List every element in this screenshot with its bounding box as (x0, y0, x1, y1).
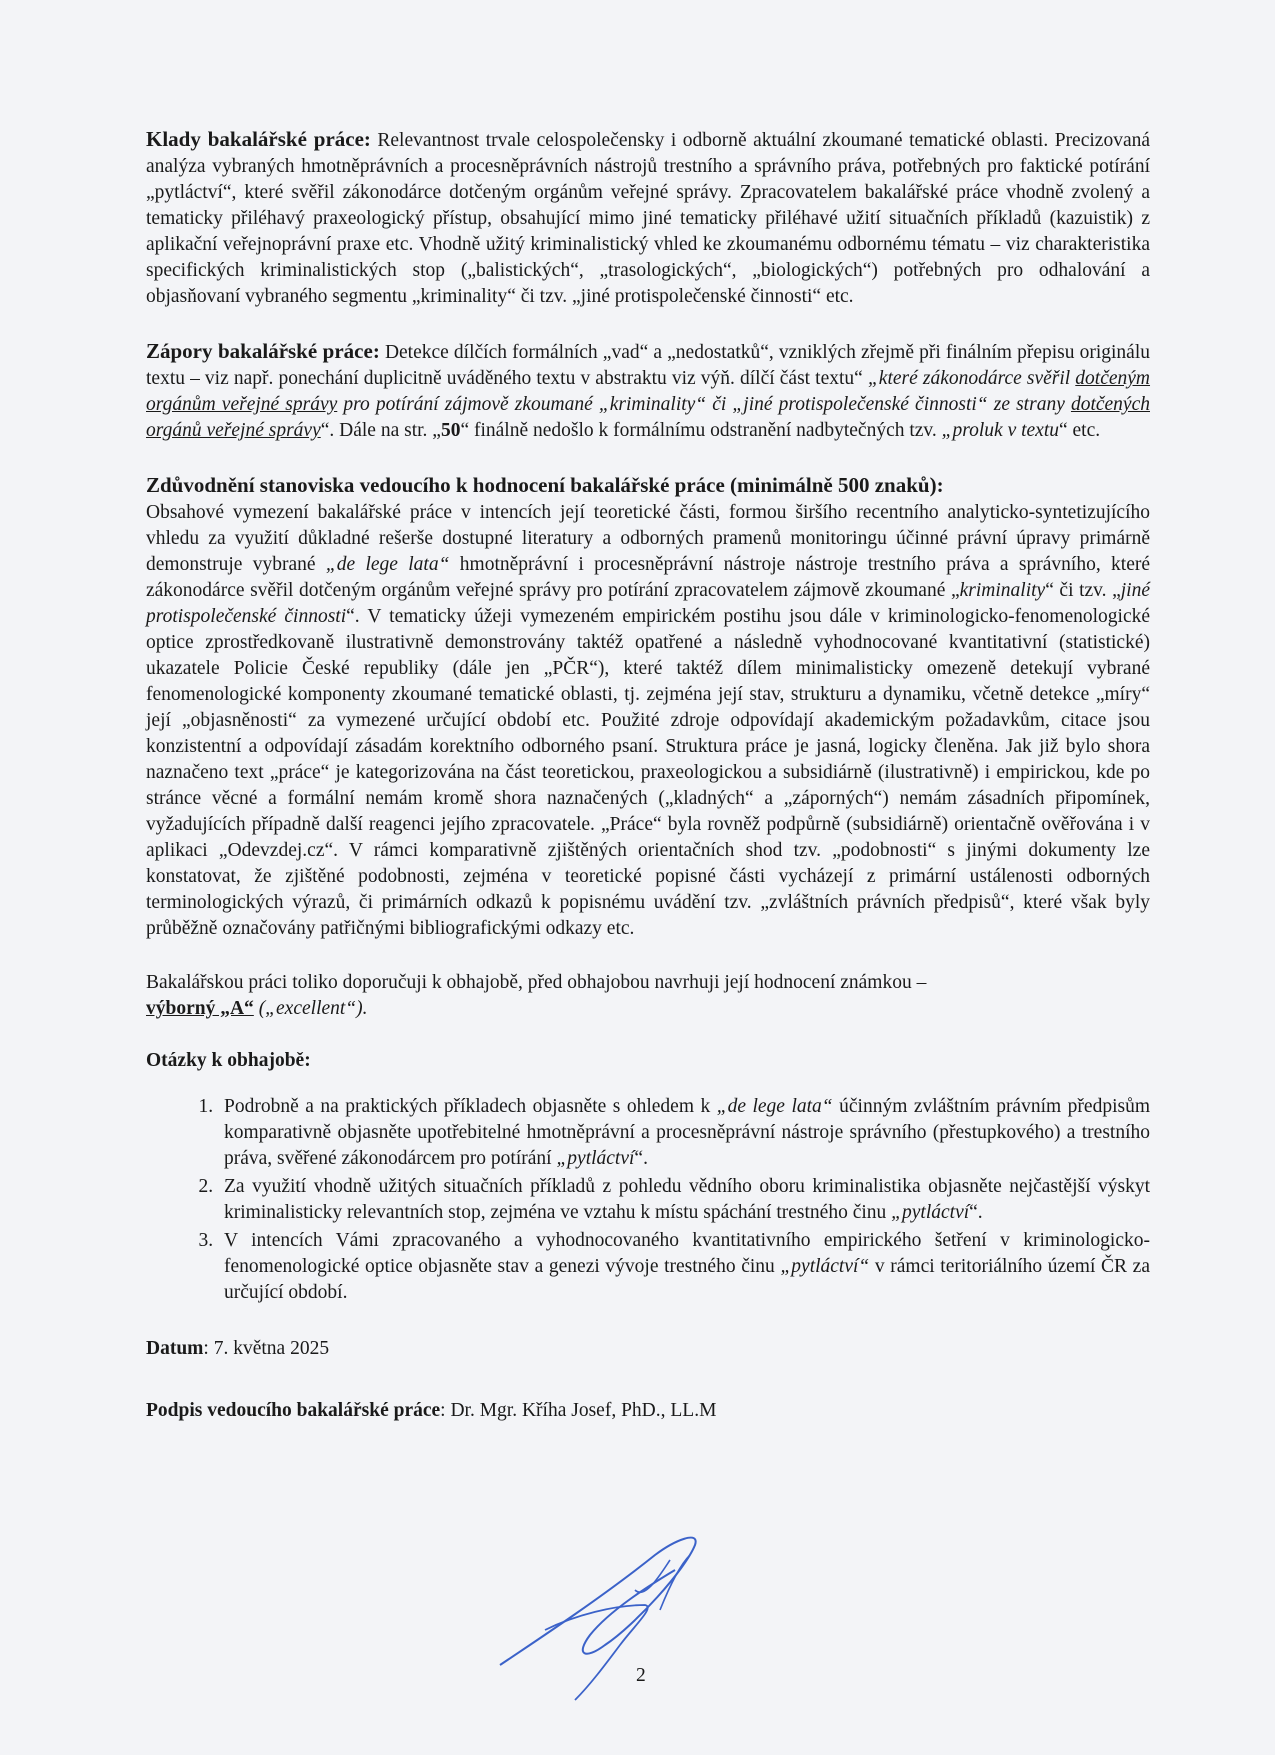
question-item-3 (218, 1228, 1150, 1306)
cons-text-1: Detekce dílčích formálních „vad“ a „nedostatků“, vzniklých zřejmě při finálním přepisu originálu textu – viz např. ponechání duplicitně uváděného textu v abstraktu viz výň. dílčí část textu“ (146, 342, 1150, 389)
page-number: 2 (636, 1665, 646, 1686)
justification-section (146, 472, 1150, 942)
pros-heading: Klady bakalářské práce: (146, 127, 371, 151)
signature-name: : Dr. Mgr. Kříha Josef, PhD., LL.M (440, 1400, 717, 1421)
grade: výborný „A“ (146, 998, 254, 1019)
questions-heading: Otázky k obhajobě: (146, 1050, 311, 1071)
justification-ital-1: „de lege lata“ (325, 554, 450, 575)
justification-ital-3: jiné protispolečenské činnosti (146, 580, 1150, 627)
handwritten-signature (485, 1515, 745, 1715)
date-value: : 7. května 2025 (203, 1338, 330, 1359)
cons-quote-underlined-1: dotčeným orgánům veřejné správy (146, 368, 1151, 415)
cons-text-2: “. Dále na str. „ (320, 420, 441, 441)
cons-quote-3: „proluk v textu (941, 420, 1059, 441)
date-label: Datum (146, 1338, 204, 1359)
recommendation (146, 970, 1150, 1022)
cons-quote-2: pro potírání zájmově zkoumané „kriminality“ či „jiné protispolečenské činnosti“ ze strany (337, 394, 1071, 415)
question-3-text-b: v rámci teritoriálního území ČR za určující období. (224, 1256, 1150, 1303)
recommendation-text: Bakalářskou práci toliko doporučuji k obhajobě, před obhajobou navrhuji její hodnocení známkou – (146, 972, 927, 993)
question-1-text-b: účinným zvláštním právním předpisům komparativně objasněte upotřebitelné hmotněprávní a procesněprávní nástroje správního (přestupkového) a trestního práva, svěřené zákonodárcem pro potírání (224, 1096, 1150, 1169)
justification-heading: Zdůvodnění stanoviska vedoucího k hodnocení bakalářské práce (minimálně 500 znaků): (146, 473, 944, 497)
justification-text-4: “. V tematicky úžeji vymezeném empirickém postihu jsou dále v kriminologicko-fenomenologické optice zprostředkovaně ilustrativně demonstrovány taktéž opatřené a následně vyhodnocované kvantitativní (statistické) ukazatele Policie České republiky (dále jen „PČR“), které taktéž dílem minimalisticky omezeně detekují vybrané fenomenologické komponenty zkoumané tematické oblasti, tj. zejména její stav, strukturu a dynamiku, včetně detekce „míry“ její „objasněnosti“ za vymezené určující období etc. Použité zdroje odpovídají akademickým požadavkům, citace jsou konzistentní a odpovídají zásadám korektního odborného psaní. Struktura práce je jasná, logicky členěna. Jak již bylo shora naznačeno text „práce“ je kategorizována na část teoretickou, praxeologickou a subsidiárně (ilustrativně) i empirickou, kde po stránce věcné a formální nemám kromě shora naznačených („kladných“ a „záporných“) nemám zásadních připomínek, vyžadujících případně další reagenci jejího zpracovatele. „Práce“ byla rovněž podpůrně (subsidiárně) orientačně ověřována i v aplikaci „Odevzdej.cz“. V rámci komparativně zjištěných orientačních shod tzv. „podobnosti“ s jinými dokumenty lze konstatovat, že zjištěné podobnosti, zejména v teoretické popisné části vycházejí z primární ustálenosti odborných terminologických výrazů, či primárních odkazů k popisnému uvádění tzv. „zvláštních právních předpisů“, které však byly průběžně označovány patřičnými bibliografickými odkazy etc. (146, 606, 1151, 939)
justification-text-3: “ či tzv. „ (1045, 580, 1121, 601)
cons-heading: Zápory bakalářské práce: (146, 339, 380, 363)
question-2-ital: „pytláctví (891, 1202, 970, 1223)
cons-text-4: “ etc. (1059, 420, 1101, 441)
question-3-text-a: V intencích Vámi zpracovaného a vyhodnocovaného kvantitativního empirického šetření v kriminologicko-fenomenologické optice objasněte stav a genezi vývoje trestného činu (224, 1230, 1150, 1277)
question-1-text-c: “. (634, 1148, 648, 1169)
signature-line (146, 1398, 1150, 1424)
question-1-text-a: Podrobně a na praktických příkladech objasněte s ohledem k (224, 1096, 717, 1117)
question-item-2 (218, 1174, 1150, 1226)
signature-label: Podpis vedoucího bakalářské práce (146, 1400, 441, 1421)
justification-ital-2: kriminality (959, 580, 1046, 601)
grade-english: („excellent“). (253, 998, 368, 1019)
cons-quote-1: „které zákonodárce svěřil (867, 368, 1076, 389)
date-line (146, 1336, 1150, 1362)
questions-list (146, 1094, 1150, 1306)
cons-text-3: “ finálně nedošlo k formálnímu odstranění nadbytečných tzv. (460, 420, 942, 441)
question-3-ital: „pytláctví“ (780, 1256, 870, 1277)
question-2-text-b: “. (969, 1202, 983, 1223)
question-2-text-a: Za využití vhodně užitých situačních příkladů z pohledu vědního oboru kriminalistika objasněte nejčastější výskyt kriminalisticky relevantních stop, zejména ve vztahu k místu spáchání trestného činu (224, 1176, 1150, 1223)
justification-text-1: Obsahové vymezení bakalářské práce v intencích její teoretické části, formou širšího recentního analyticko-syntetizujícího vhledu za využití důkladné rešerše dostupné literatury a odborných pramenů monitoringu účinné právní úpravy primárně demonstruje vybrané (146, 502, 1150, 575)
pros-text: Relevantnost trvale celospolečensky i odborně aktuální zkoumané tematické oblasti. Precizovaná analýza vybraných hmotněprávních a procesněprávních nástrojů trestního a správního práva, potřebných pro faktické potírání „pytláctví“, které svěřil zákonodárce dotčeným orgánům veřejné správy. Zpracovatelem bakalářské práce vhodně zvolený a tematicky přiléhavý praxeologický přístup, obsahující mimo jiné tematicky přiléhavé užití situačních příkladů (kazuistik) z aplikační veřejnoprávní praxe etc. Vhodně užitý kriminalistický vhled ke zkoumanému odbornému tématu – viz charakteristika specifických kriminalistických stop („balistických“, „trasologických“, „biologických“) potřebných pro odhalování a objasňovaní vybraného segmentu „kriminality“ či tzv. „jiné protispolečenské činnosti“ etc. (146, 130, 1150, 307)
pros-section (146, 126, 1150, 310)
justification-text-2: hmotněprávní i procesněprávní nástroje nástroje trestního práva a správního, které zákonodárce svěřil dotčeným orgánům veřejné správy pro potírání zpracovatelem zájmově zkoumané „ (146, 554, 1151, 601)
cons-page-ref: 50 (440, 420, 461, 441)
question-1-ital-a: „de lege lata“ (716, 1096, 833, 1117)
cons-quote-underlined-2: dotčených orgánů veřejné správy (146, 394, 1150, 441)
review-body (146, 126, 1150, 1424)
question-1-ital-b: „pytláctví (556, 1148, 635, 1169)
cons-section (146, 338, 1150, 444)
question-item-1 (218, 1094, 1150, 1172)
